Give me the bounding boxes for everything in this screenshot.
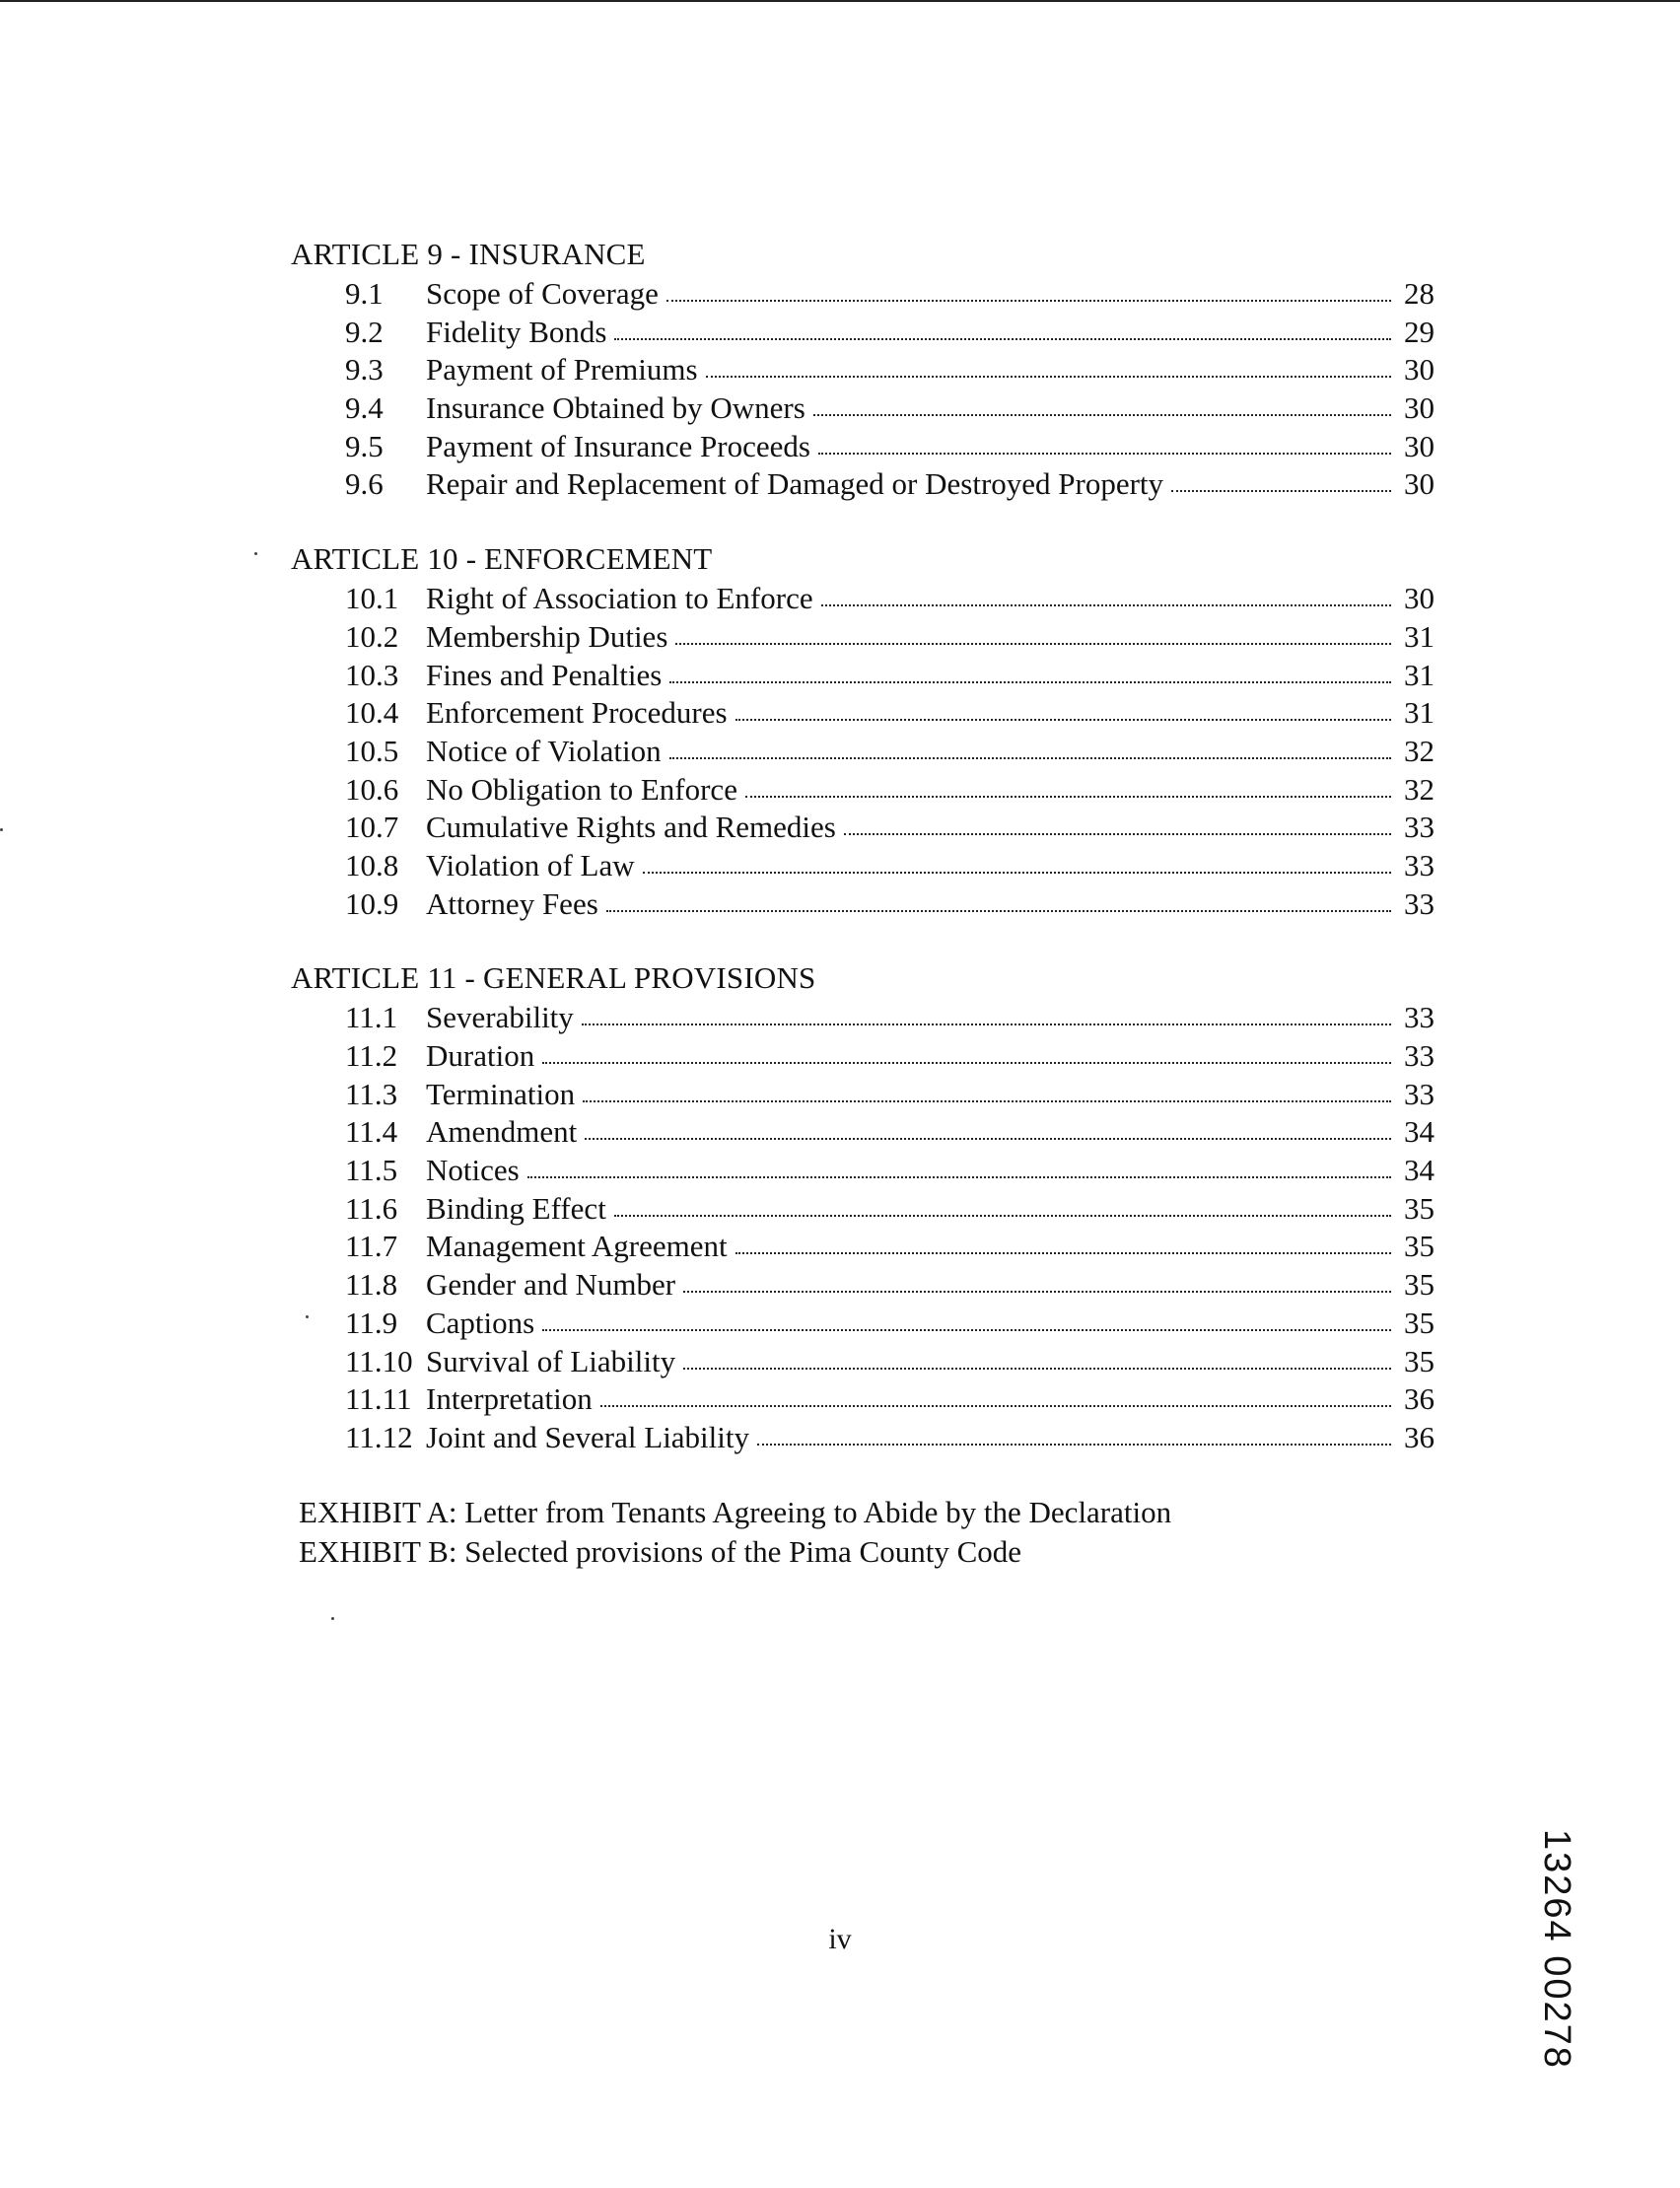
toc-entry [291, 1226, 1435, 1264]
dot-leader [600, 1382, 1391, 1413]
entry-page: 36 [1404, 1419, 1435, 1454]
dot-leader [669, 659, 1391, 689]
dot-leader [675, 620, 1391, 651]
entry-title: Enforcement Procedures [426, 695, 728, 731]
entry-page: 35 [1404, 1229, 1435, 1264]
toc-entry [291, 273, 1435, 312]
entry-title: Attorney Fees [426, 885, 598, 921]
entry-number: 9.2 [345, 314, 384, 349]
table-of-contents [291, 235, 1435, 1572]
entry-number: 10.6 [345, 771, 399, 807]
entry-number: 10.4 [345, 695, 399, 731]
article-9-section [291, 235, 1435, 502]
article-heading: ARTICLE 9 - INSURANCE [291, 237, 646, 271]
exhibit-item: EXHIBIT B: Selected provisions of the Pima County Code [299, 1533, 1022, 1569]
toc-entry [291, 312, 1435, 350]
entry-number: 10.5 [345, 733, 399, 768]
article-11-section [291, 958, 1435, 1454]
article-heading: ARTICLE 10 - ENFORCEMENT [291, 541, 713, 577]
toc-entry [291, 769, 1435, 808]
toc-entry [291, 349, 1435, 388]
scan-speck [0, 828, 3, 831]
entry-title: Joint and Several Liability [426, 1419, 750, 1454]
exhibits-list [291, 1493, 1435, 1572]
entry-title: Survival of Liability [426, 1343, 676, 1378]
entry-title: Binding Effect [426, 1190, 606, 1226]
entry-page: 33 [1404, 1038, 1435, 1073]
dot-leader [818, 430, 1391, 460]
entry-page: 35 [1404, 1305, 1435, 1340]
toc-entry [291, 1378, 1435, 1417]
dot-leader [606, 887, 1391, 918]
entry-number: 10.8 [345, 847, 399, 882]
dot-leader [683, 1268, 1391, 1299]
entry-title: Notice of Violation [426, 733, 662, 768]
dot-leader [614, 316, 1391, 346]
entry-title: Duration [426, 1038, 535, 1073]
entry-number: 9.1 [345, 276, 384, 311]
toc-entry [291, 1303, 1435, 1341]
entry-title: Fidelity Bonds [426, 314, 607, 349]
toc-entry [291, 1074, 1435, 1112]
entry-number: 10.1 [345, 581, 399, 616]
dot-leader [683, 1345, 1391, 1376]
dot-leader [614, 1192, 1391, 1223]
entry-title: Membership Duties [426, 618, 668, 654]
toc-entry [291, 1150, 1435, 1188]
entry-page: 31 [1404, 695, 1435, 731]
dot-leader [542, 1039, 1391, 1070]
entry-page: 31 [1404, 657, 1435, 692]
dot-leader [582, 1001, 1391, 1031]
entry-number: 11.8 [345, 1267, 398, 1303]
entry-page: 33 [1404, 810, 1435, 845]
entry-page: 28 [1404, 276, 1435, 311]
entry-number: 11.12 [345, 1419, 413, 1454]
entry-page: 30 [1404, 390, 1435, 426]
toc-entry [291, 616, 1435, 655]
entry-number: 11.2 [345, 1038, 398, 1073]
top-border-rule [0, 0, 1680, 2]
entry-number: 11.1 [345, 1000, 398, 1035]
entry-page: 33 [1404, 885, 1435, 921]
entry-number: 10.7 [345, 810, 399, 845]
entry-number: 11.11 [345, 1381, 412, 1417]
dot-leader [527, 1154, 1391, 1184]
toc-entry [291, 1264, 1435, 1303]
entry-number: 11.4 [345, 1114, 398, 1150]
entry-page: 34 [1404, 1114, 1435, 1150]
entry-title: Payment of Insurance Proceeds [426, 428, 810, 463]
entry-title: Gender and Number [426, 1267, 676, 1303]
dot-leader [706, 353, 1391, 384]
page-number: iv [828, 1923, 852, 1955]
entry-title: Repair and Replacement of Damaged or Destroyed Property [426, 466, 1164, 502]
toc-entry [291, 1035, 1435, 1074]
entry-title: Payment of Premiums [426, 352, 698, 388]
entry-title: Notices [426, 1153, 520, 1188]
dot-leader [813, 391, 1391, 422]
entry-number: 10.2 [345, 618, 399, 654]
entry-number: 11.5 [345, 1153, 398, 1188]
toc-entry [291, 1188, 1435, 1227]
article-10-section [291, 539, 1435, 921]
scan-speck [306, 1315, 309, 1318]
dot-leader [585, 1115, 1391, 1146]
entry-number: 11.9 [345, 1305, 398, 1340]
dot-leader [757, 1421, 1391, 1451]
entry-number: 11.10 [345, 1343, 413, 1378]
entry-title: Fines and Penalties [426, 657, 663, 692]
entry-title: Management Agreement [426, 1229, 728, 1264]
toc-entry [291, 1341, 1435, 1379]
entry-number: 10.9 [345, 885, 399, 921]
entry-page: 33 [1404, 1000, 1435, 1035]
toc-entry [291, 388, 1435, 426]
toc-entry [291, 1417, 1435, 1455]
entry-number: 11.3 [345, 1076, 398, 1111]
dot-leader [669, 735, 1391, 765]
entry-number: 11.7 [345, 1229, 398, 1264]
entry-number: 11.6 [345, 1190, 398, 1226]
entry-page: 35 [1404, 1343, 1435, 1378]
entry-page: 36 [1404, 1381, 1435, 1417]
entry-page: 35 [1404, 1190, 1435, 1226]
dot-leader [542, 1306, 1391, 1337]
entry-title: Interpretation [426, 1381, 593, 1417]
entry-page: 35 [1404, 1267, 1435, 1303]
dot-leader [666, 277, 1391, 308]
entry-page: 29 [1404, 314, 1435, 349]
entry-title: No Obligation to Enforce [426, 771, 737, 807]
dot-leader [844, 811, 1391, 841]
toc-entry [291, 807, 1435, 845]
entry-page: 30 [1404, 428, 1435, 463]
entry-number: 9.4 [345, 390, 384, 426]
entry-page: 32 [1404, 771, 1435, 807]
entry-page: 34 [1404, 1153, 1435, 1188]
dot-leader [735, 696, 1391, 727]
toc-entry [291, 463, 1435, 502]
toc-entry [291, 578, 1435, 616]
dot-leader [1171, 467, 1391, 498]
entry-title: Scope of Coverage [426, 276, 659, 311]
entry-page: 30 [1404, 466, 1435, 502]
entry-page: 30 [1404, 581, 1435, 616]
entry-page: 32 [1404, 733, 1435, 768]
dot-leader [583, 1078, 1391, 1108]
scan-speck [331, 1617, 334, 1620]
entry-title: Right of Association to Enforce [426, 581, 813, 616]
dot-leader [821, 582, 1391, 612]
dot-leader [735, 1230, 1391, 1260]
toc-entry [291, 655, 1435, 693]
toc-entry [291, 731, 1435, 769]
entry-page: 33 [1404, 847, 1435, 882]
exhibit-item: EXHIBIT A: Letter from Tenants Agreeing to Abide by the Declaration [299, 1494, 1172, 1529]
entry-title: Severability [426, 1000, 574, 1035]
toc-entry [291, 1111, 1435, 1150]
toc-entry [291, 426, 1435, 464]
dot-leader [643, 849, 1391, 880]
entry-page: 33 [1404, 1076, 1435, 1111]
entry-title: Amendment [426, 1114, 578, 1150]
entry-title: Violation of Law [426, 847, 635, 882]
entry-title: Captions [426, 1305, 535, 1340]
entry-page: 30 [1404, 352, 1435, 388]
toc-entry [291, 997, 1435, 1035]
entry-number: 9.3 [345, 352, 384, 388]
toc-entry [291, 883, 1435, 922]
entry-page: 31 [1404, 618, 1435, 654]
toc-entry [291, 692, 1435, 731]
entry-title: Termination [426, 1076, 576, 1111]
entry-title: Cumulative Rights and Remedies [426, 810, 836, 845]
toc-entry [291, 845, 1435, 883]
dot-leader [745, 773, 1391, 804]
scan-speck [254, 552, 257, 555]
entry-title: Insurance Obtained by Owners [426, 390, 805, 426]
entry-number: 10.3 [345, 657, 399, 692]
recording-stamp: 13264 00278 [1536, 1829, 1577, 2070]
entry-number: 9.5 [345, 428, 384, 463]
article-heading: ARTICLE 11 - GENERAL PROVISIONS [291, 960, 816, 996]
entry-number: 9.6 [345, 466, 384, 502]
